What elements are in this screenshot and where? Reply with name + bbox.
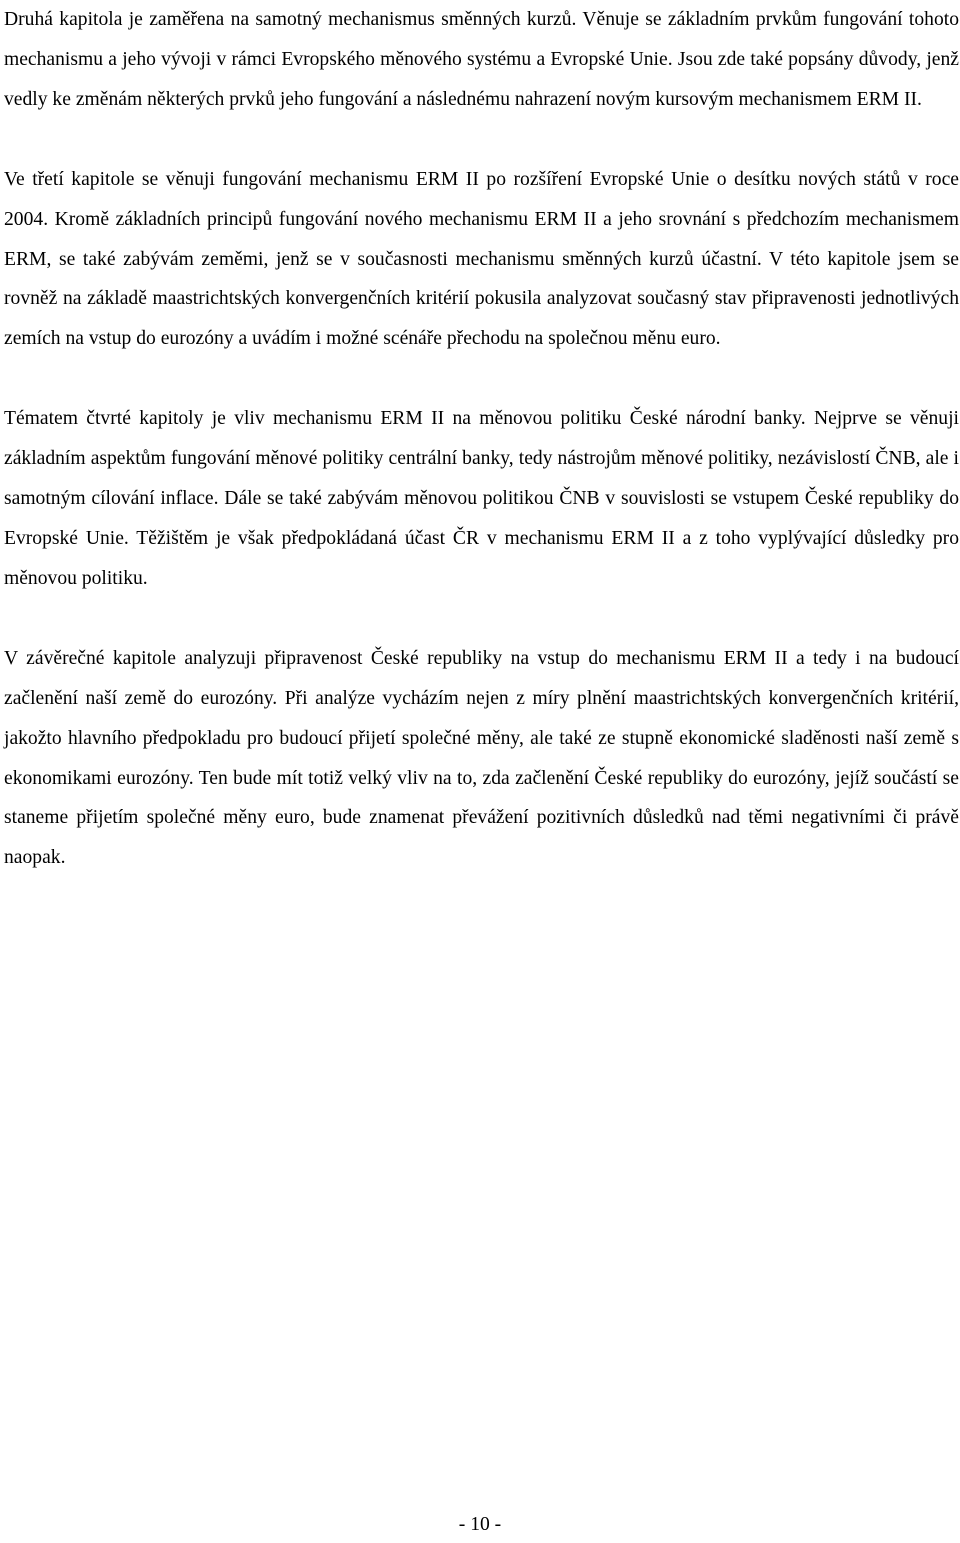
paragraph-chapter-4: Tématem čtvrté kapitoly je vliv mechanismu ERM II na měnovou politiku České národní banky. Nejprve se věnuji základním aspektům fungování měnové politiky centrální banky, tedy nástrojům měnové politiky, nezávislostí ČNB, ale i samotným cílování inflace. Dále se také zabývám měnovou politikou ČNB v souvislosti se vstupem České republiky do Evropské Unie. Těžištěm je však předpokládaná účast ČR v mechanismu ERM II a z toho vyplývající důsledky pro měnovou politiku.	[4, 408, 959, 589]
paragraph-chapter-5: V závěrečné kapitole analyzuji připravenost České republiky na vstup do mechanismu ERM II a tedy i na budoucí začlenění naší země do eurozóny. Při analýze vycházím nejen z míry plnění maastrichtských konvergenčních kritérií, jakožto hlavního předpokladu pro budoucí přijetí společné měny, ale také ze stupně ekonomické sladěnosti naší země s ekonomikami eurozóny. Ten bude mít totiž velký vliv na to, zda začlenění České republiky do eurozóny, jejíž součástí se staneme přijetím společné měny euro, bude znamenat převážení pozitivních důsledků nad těmi negativními či právě naopak.	[4, 647, 959, 869]
page-number: - 10 -	[458, 1514, 502, 1535]
paragraph-chapter-2: Druhá kapitola je zaměřena na samotný mechanismus směnných kurzů. Věnuje se základním prvkům fungování tohoto mechanismu a jeho vývoji v rámci Evropského měnového systému a Evropské Unie. Jsou zde také popsány důvody, jenž vedly ke změnám některých prvků jeho fungování a následnému nahrazení novým kursovým mechanismem ERM II.	[4, 9, 959, 110]
paragraph-chapter-3: Ve třetí kapitole se věnuji fungování mechanismu ERM II po rozšíření Evropské Unie o desítku nových států v roce 2004. Kromě základních principů fungování nového mechanismu ERM II a jeho srovnání s předchozím mechanismem ERM, se také zabývám zeměmi, jenž se v současnosti mechanismu směnných kurzů účastní. V této kapitole jsem se rovněž na základě maastrichtských konvergenčních kritérií pokusila analyzovat současný stav připravenosti jednotlivých zemích na vstup do eurozóny a uvádím i možné scénáře přechodu na společnou měnu euro.	[4, 168, 959, 350]
body-text	[4, 0, 959, 918]
